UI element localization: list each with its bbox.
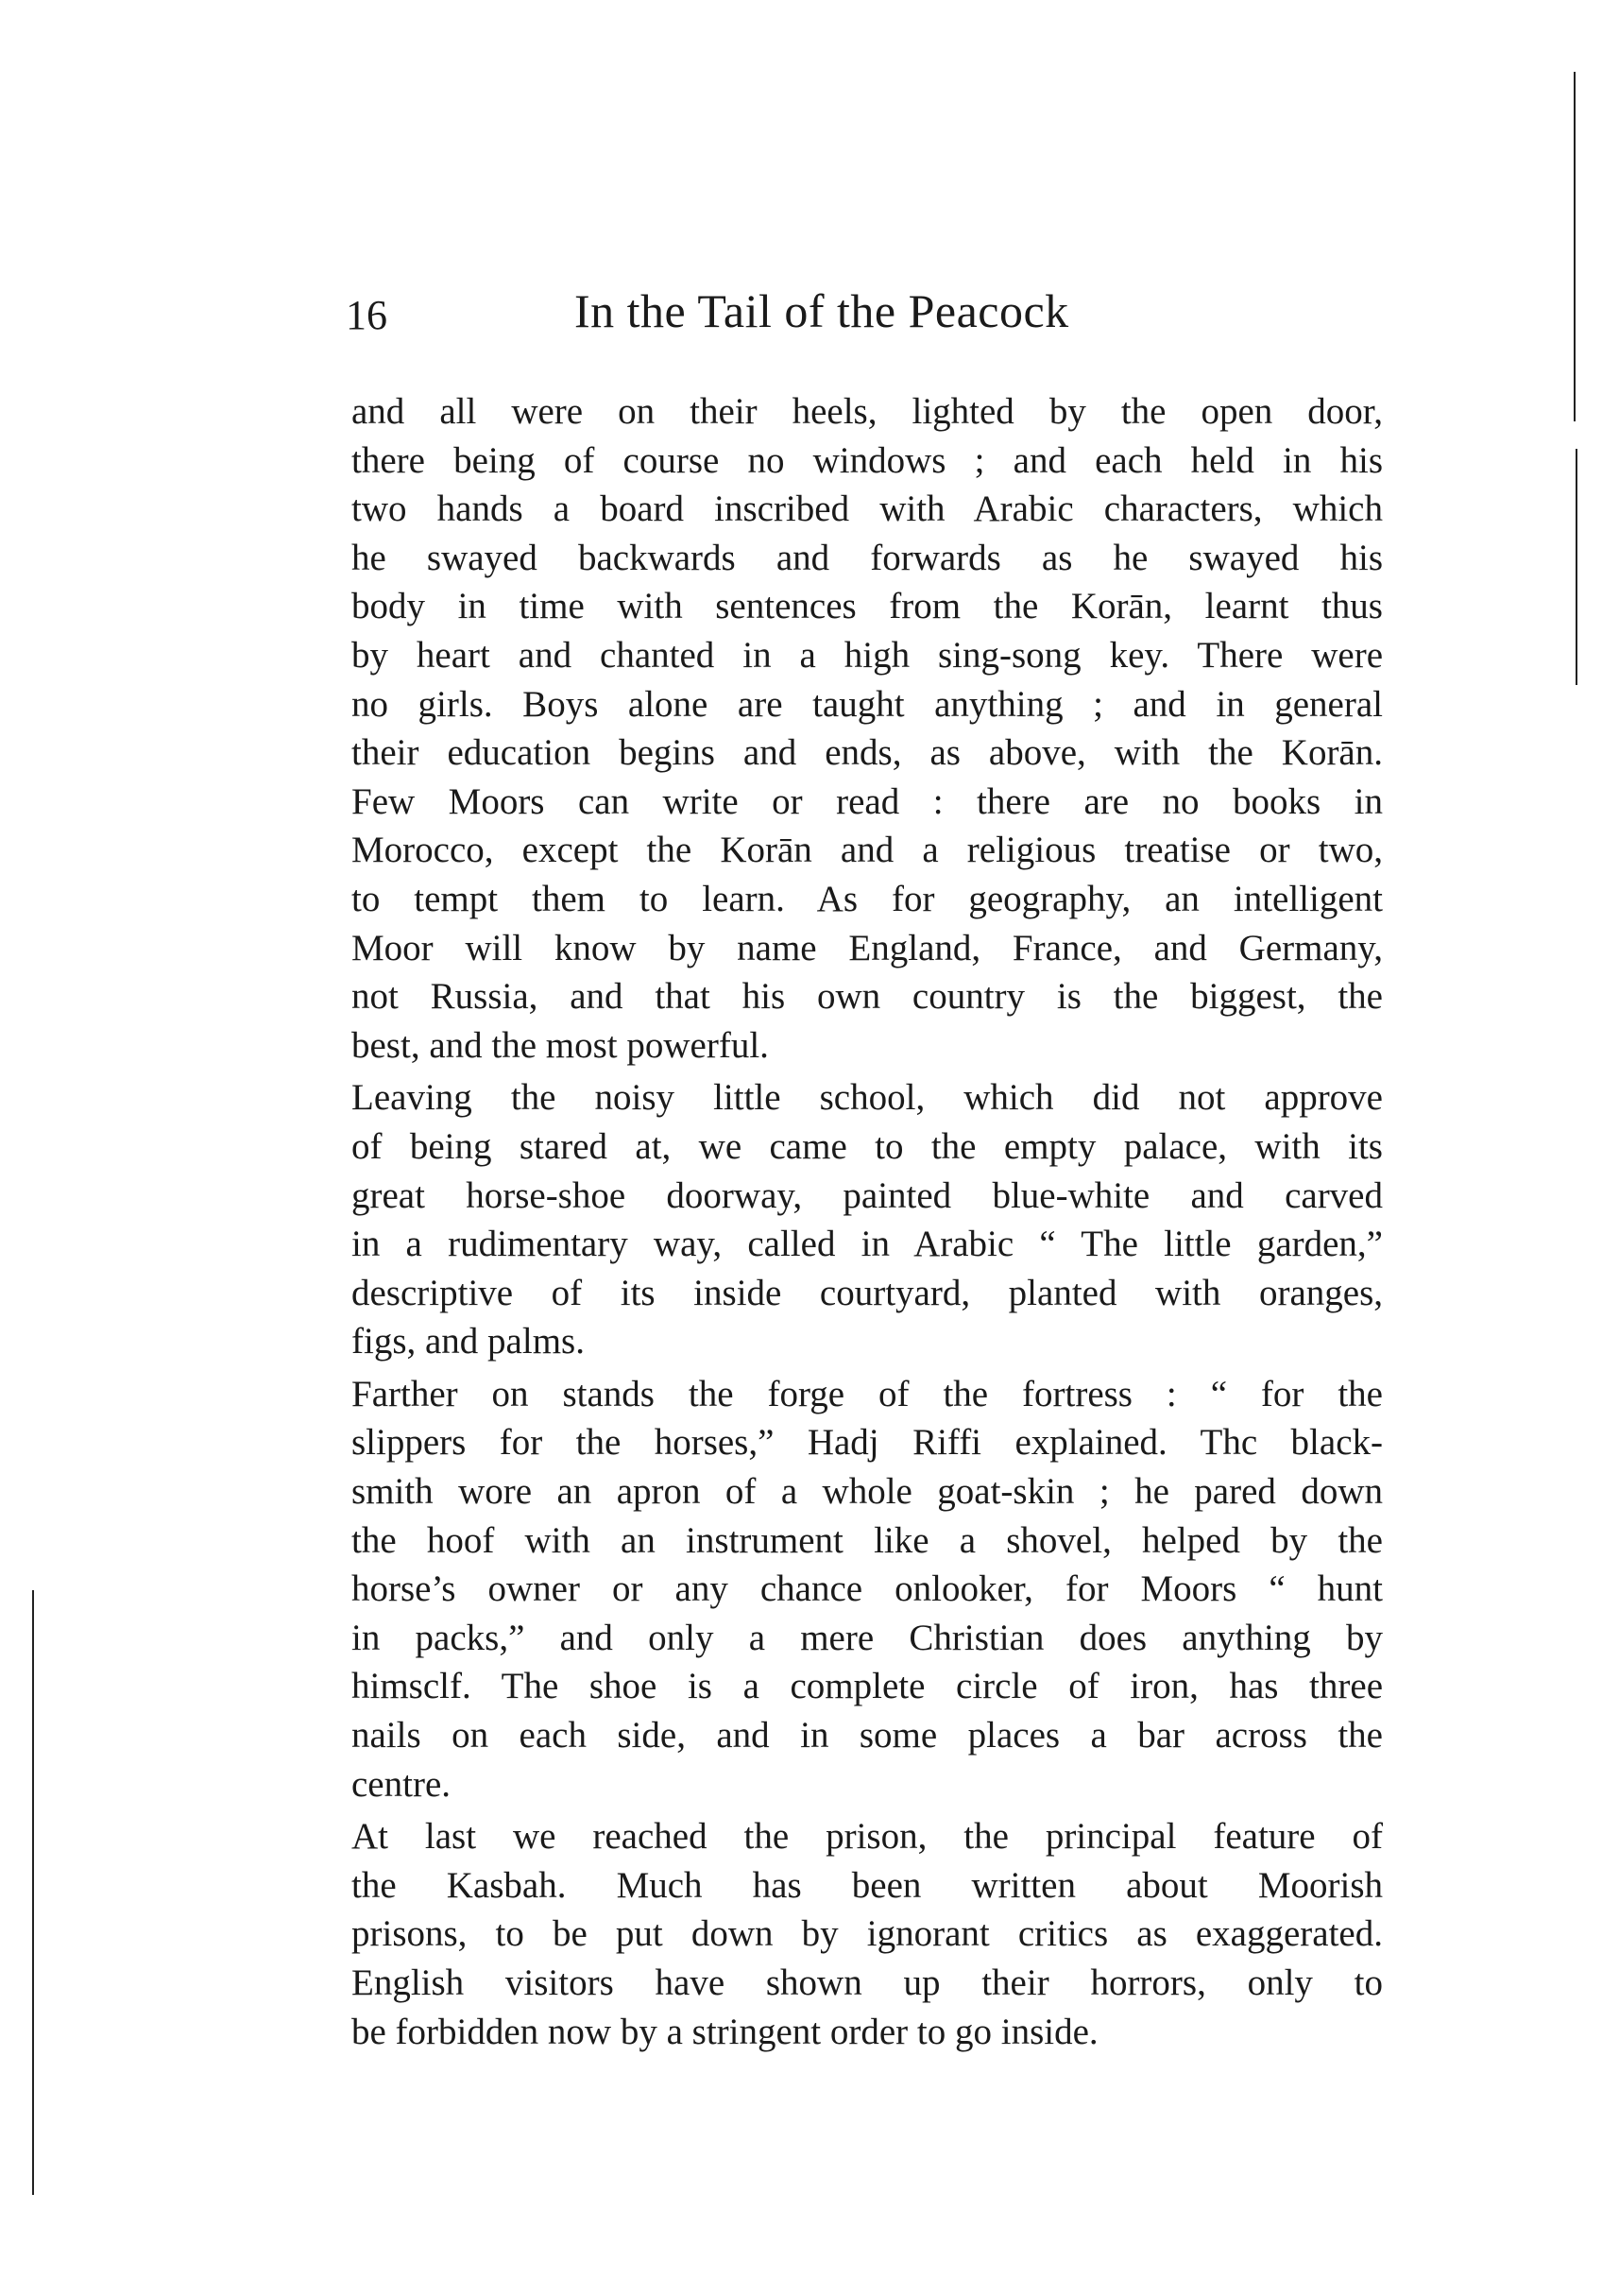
text-line: Morocco, except the Korān and a religious treatise or two, (351, 830, 1383, 871)
text-line: English visitors have shown up their horrors, only to (351, 1962, 1383, 2003)
text-line: in packs,” and only a mere Christian does anything by (351, 1617, 1383, 1658)
text-line: two hands a board inscribed with Arabic characters, which (351, 488, 1383, 530)
text-line: himsclf. The shoe is a complete circle of iron, has three (351, 1666, 1383, 1707)
text-line: descriptive of its inside courtyard, planted with oranges, (351, 1272, 1383, 1313)
text-line: smith wore an apron of a whole goat-skin ; he pared down (351, 1471, 1383, 1513)
text-line: their education begins and ends, as above, with the Korān. (351, 732, 1383, 774)
text-line: centre. (351, 1763, 452, 1805)
page-number: 16 (346, 292, 387, 338)
text-line: he swayed backwards and forwards as he swayed his (351, 537, 1383, 578)
running-title: In the Tail of the Peacock (574, 284, 1069, 337)
text-line: be forbidden now by a stringent order to go inside. (351, 2011, 1099, 2052)
text-line: slippers for the horses,” Hadj Riffi explained. Thc black- (351, 1422, 1383, 1464)
text-line: not Russia, and that his own country is the biggest, the (351, 976, 1383, 1018)
text-line: nails on each side, and in some places a bar across the (351, 1715, 1383, 1756)
paragraph (351, 387, 1383, 1070)
text-line: horse’s owner or any chance onlooker, for Moors “ hunt (351, 1568, 1383, 1610)
page-edge-rule-right (1576, 449, 1577, 685)
text-line: and all were on their heels, lighted by the open door, (351, 391, 1383, 432)
text-line: the hoof with an instrument like a shovel, helped by the (351, 1519, 1383, 1561)
body-text (351, 387, 1383, 2056)
text-line: no girls. Boys alone are taught anything ; and in general (351, 683, 1383, 725)
text-line: figs, and palms. (351, 1321, 585, 1362)
text-line: Moor will know by name England, France, and Germany, (351, 927, 1383, 968)
text-line: great horse-shoe doorway, painted blue-white and carved (351, 1174, 1383, 1216)
text-line: by heart and chanted in a high sing-song key. There were (351, 634, 1383, 676)
paragraph (351, 1812, 1383, 2056)
text-line: best, and the most powerful. (351, 1024, 769, 1066)
text-line: Leaving the noisy little school, which did not approve (351, 1077, 1383, 1119)
page-edge-rule-top-right (1574, 72, 1576, 421)
text-line: prisons, to be put down by ignorant critics as exaggerated. (351, 1913, 1383, 1955)
text-line: body in time with sentences from the Korān, learnt thus (351, 586, 1383, 627)
text-line: to tempt them to learn. As for geography, an intelligent (351, 878, 1383, 919)
text-line: the Kasbah. Much has been written about Moorish (351, 1864, 1383, 1906)
text-line: At last we reached the prison, the principal feature of (351, 1816, 1383, 1858)
text-line: there being of course no windows ; and each held in his (351, 439, 1383, 481)
text-line: Farther on stands the forge of the fortress : “ for the (351, 1373, 1383, 1414)
page-edge-rule-left (32, 1590, 34, 2195)
paragraph (351, 1370, 1383, 1808)
text-line: in a rudimentary way, called in Arabic “ The little garden,” (351, 1224, 1383, 1265)
paragraph (351, 1073, 1383, 1366)
text-line: Few Moors can write or read : there are no books in (351, 780, 1383, 822)
text-line: of being stared at, we came to the empty palace, with its (351, 1125, 1383, 1167)
